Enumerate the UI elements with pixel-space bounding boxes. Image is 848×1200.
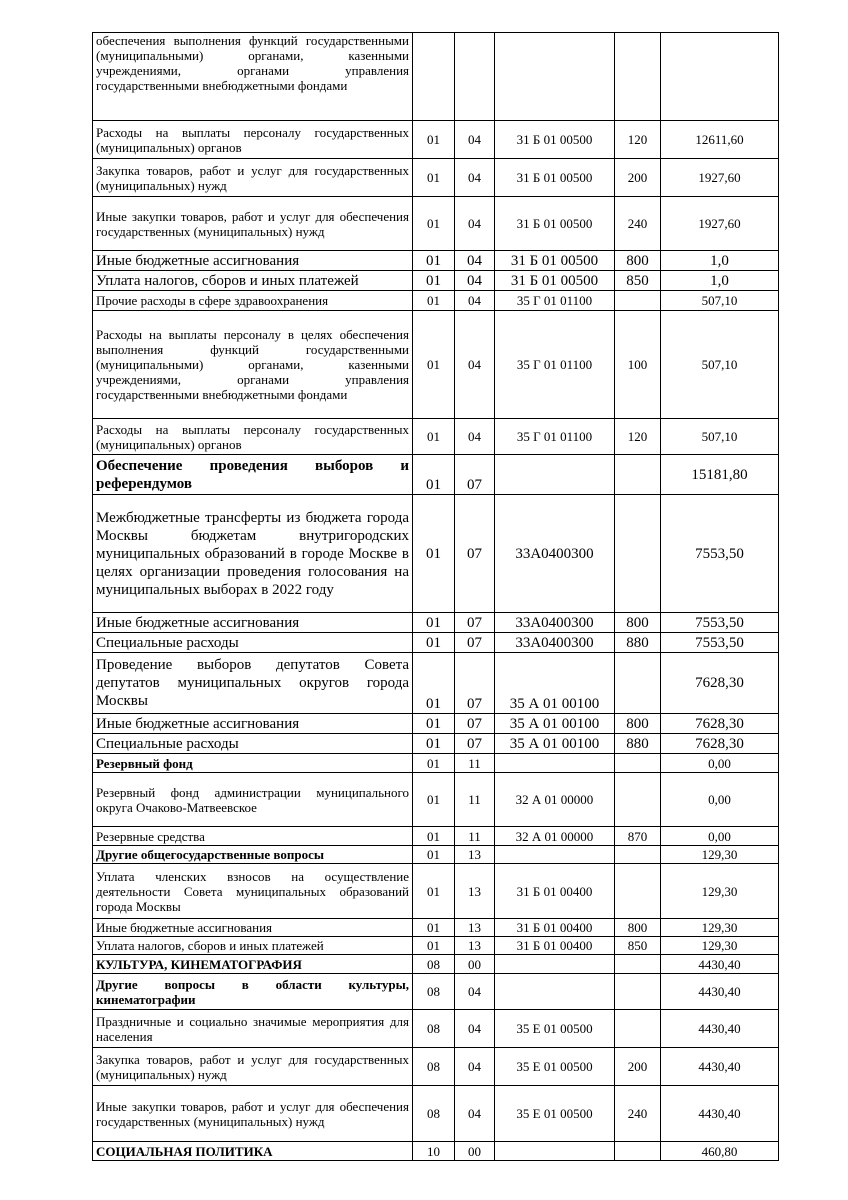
row-expense-type: 200 bbox=[615, 1048, 661, 1086]
row-subsection: 11 bbox=[455, 827, 495, 846]
row-section: 01 bbox=[413, 121, 455, 159]
row-name: Проведение выборов депутатов Совета депутатов муниципальных округов города Москвы bbox=[93, 653, 413, 714]
row-amount: 129,30 bbox=[661, 846, 779, 864]
row-section bbox=[413, 33, 455, 121]
table-row bbox=[93, 33, 779, 121]
row-name: Резервный фонд администрации муниципального округа Очаково-Матвеевское bbox=[93, 773, 413, 827]
row-section: 01 bbox=[413, 653, 455, 714]
row-subsection: 07 bbox=[455, 714, 495, 734]
row-expense-type: 880 bbox=[615, 734, 661, 754]
row-expense-type: 800 bbox=[615, 613, 661, 633]
table-row bbox=[93, 919, 779, 937]
table-row bbox=[93, 955, 779, 974]
row-name: Межбюджетные трансферты из бюджета города Москвы бюджетам внутригородских муниципальных образований в городе Москве в целях организации проведения голосования на муниципальных выборах в 2022 году bbox=[93, 495, 413, 613]
row-subsection: 13 bbox=[455, 864, 495, 919]
row-expense-type: 870 bbox=[615, 827, 661, 846]
row-amount: 460,80 bbox=[661, 1142, 779, 1161]
row-subsection: 13 bbox=[455, 846, 495, 864]
row-amount: 0,00 bbox=[661, 827, 779, 846]
row-name: обеспечения выполнения функций государственными (муниципальными) органами, казенными учреждениями, органами управления государственными внебюджетными фондами bbox=[93, 33, 413, 121]
row-target-article bbox=[495, 754, 615, 773]
row-subsection: 07 bbox=[455, 613, 495, 633]
row-amount: 4430,40 bbox=[661, 1086, 779, 1142]
row-target-article: 31 Б 01 00500 bbox=[495, 271, 615, 291]
table-row bbox=[93, 754, 779, 773]
row-expense-type bbox=[615, 495, 661, 613]
row-name: Прочие расходы в сфере здравоохранения bbox=[93, 291, 413, 311]
row-name: Иные бюджетные ассигнования bbox=[93, 919, 413, 937]
row-subsection: 13 bbox=[455, 937, 495, 955]
row-amount: 507,10 bbox=[661, 311, 779, 419]
row-amount: 7553,50 bbox=[661, 633, 779, 653]
row-name: Уплата налогов, сборов и иных платежей bbox=[93, 271, 413, 291]
row-amount: 7553,50 bbox=[661, 495, 779, 613]
row-expense-type: 800 bbox=[615, 919, 661, 937]
row-amount: 4430,40 bbox=[661, 974, 779, 1010]
row-expense-type: 200 bbox=[615, 159, 661, 197]
row-section: 01 bbox=[413, 827, 455, 846]
row-expense-type bbox=[615, 773, 661, 827]
row-subsection: 04 bbox=[455, 1010, 495, 1048]
row-expense-type bbox=[615, 846, 661, 864]
row-amount: 7628,30 bbox=[661, 714, 779, 734]
row-section: 08 bbox=[413, 974, 455, 1010]
row-target-article: 35 Е 01 00500 bbox=[495, 1010, 615, 1048]
row-target-article: 31 Б 01 00400 bbox=[495, 864, 615, 919]
row-subsection: 04 bbox=[455, 291, 495, 311]
row-amount: 0,00 bbox=[661, 754, 779, 773]
row-amount: 1,0 bbox=[661, 271, 779, 291]
row-section: 01 bbox=[413, 311, 455, 419]
table-row bbox=[93, 846, 779, 864]
row-target-article: 35 Г 01 01100 bbox=[495, 419, 615, 455]
row-amount: 1927,60 bbox=[661, 197, 779, 251]
table-row bbox=[93, 291, 779, 311]
row-amount: 4430,40 bbox=[661, 955, 779, 974]
row-section: 01 bbox=[413, 864, 455, 919]
table-row bbox=[93, 121, 779, 159]
row-subsection: 11 bbox=[455, 754, 495, 773]
row-name: Другие вопросы в области культуры, кинематографии bbox=[93, 974, 413, 1010]
row-amount: 7628,30 bbox=[661, 734, 779, 754]
row-target-article: 35 А 01 00100 bbox=[495, 653, 615, 714]
row-expense-type bbox=[615, 974, 661, 1010]
row-subsection: 04 bbox=[455, 197, 495, 251]
row-target-article: 31 Б 01 00400 bbox=[495, 919, 615, 937]
row-name: СОЦИАЛЬНАЯ ПОЛИТИКА bbox=[93, 1142, 413, 1161]
row-amount: 129,30 bbox=[661, 919, 779, 937]
row-section: 01 bbox=[413, 773, 455, 827]
row-target-article bbox=[495, 455, 615, 495]
table-row bbox=[93, 937, 779, 955]
table-row bbox=[93, 455, 779, 495]
table-row bbox=[93, 271, 779, 291]
row-target-article: 32 А 01 00000 bbox=[495, 827, 615, 846]
row-section: 01 bbox=[413, 251, 455, 271]
row-subsection: 04 bbox=[455, 251, 495, 271]
row-amount bbox=[661, 33, 779, 121]
row-section: 01 bbox=[413, 613, 455, 633]
row-target-article: 33А0400300 bbox=[495, 613, 615, 633]
row-section: 01 bbox=[413, 419, 455, 455]
row-section: 08 bbox=[413, 1048, 455, 1086]
row-subsection: 07 bbox=[455, 734, 495, 754]
row-section: 01 bbox=[413, 734, 455, 754]
row-name: Иные закупки товаров, работ и услуг для обеспечения государственных (муниципальных) нужд bbox=[93, 197, 413, 251]
row-name: Иные бюджетные ассигнования bbox=[93, 251, 413, 271]
row-expense-type: 880 bbox=[615, 633, 661, 653]
row-name: Резервные средства bbox=[93, 827, 413, 846]
row-section: 08 bbox=[413, 1010, 455, 1048]
row-expense-type: 800 bbox=[615, 251, 661, 271]
row-amount: 12611,60 bbox=[661, 121, 779, 159]
row-amount: 7553,50 bbox=[661, 613, 779, 633]
row-name: Закупка товаров, работ и услуг для государственных (муниципальных) нужд bbox=[93, 1048, 413, 1086]
row-expense-type bbox=[615, 754, 661, 773]
row-name: КУЛЬТУРА, КИНЕМАТОГРАФИЯ bbox=[93, 955, 413, 974]
row-target-article: 33А0400300 bbox=[495, 633, 615, 653]
table-row bbox=[93, 734, 779, 754]
row-section: 08 bbox=[413, 1086, 455, 1142]
row-amount: 4430,40 bbox=[661, 1010, 779, 1048]
table-row bbox=[93, 1142, 779, 1161]
row-name: Резервный фонд bbox=[93, 754, 413, 773]
row-target-article: 31 Б 01 00500 bbox=[495, 159, 615, 197]
row-section: 01 bbox=[413, 919, 455, 937]
row-section: 01 bbox=[413, 633, 455, 653]
row-target-article: 35 Г 01 01100 bbox=[495, 311, 615, 419]
row-name: Праздничные и социально значимые мероприятия для населения bbox=[93, 1010, 413, 1048]
row-amount: 129,30 bbox=[661, 864, 779, 919]
table-row bbox=[93, 159, 779, 197]
row-section: 01 bbox=[413, 271, 455, 291]
row-section: 01 bbox=[413, 495, 455, 613]
row-expense-type: 240 bbox=[615, 1086, 661, 1142]
table-row bbox=[93, 827, 779, 846]
row-name: Другие общегосударственные вопросы bbox=[93, 846, 413, 864]
row-subsection: 07 bbox=[455, 633, 495, 653]
row-amount: 7628,30 bbox=[661, 653, 779, 714]
row-subsection: 04 bbox=[455, 311, 495, 419]
table-row bbox=[93, 773, 779, 827]
row-section: 01 bbox=[413, 291, 455, 311]
row-subsection: 13 bbox=[455, 919, 495, 937]
row-subsection: 04 bbox=[455, 159, 495, 197]
table-row bbox=[93, 1086, 779, 1142]
budget-table bbox=[92, 32, 779, 1161]
row-name: Иные бюджетные ассигнования bbox=[93, 613, 413, 633]
row-target-article: 31 Б 01 00500 bbox=[495, 121, 615, 159]
row-target-article: 32 А 01 00000 bbox=[495, 773, 615, 827]
row-subsection: 00 bbox=[455, 955, 495, 974]
row-subsection: 07 bbox=[455, 653, 495, 714]
row-expense-type bbox=[615, 455, 661, 495]
row-section: 01 bbox=[413, 159, 455, 197]
row-name: Расходы на выплаты персоналу в целях обеспечения выполнения функций государственными (муниципальными) органами, казенными учреждениями, органами управления государственными внебюджетными фондами bbox=[93, 311, 413, 419]
row-name: Уплата налогов, сборов и иных платежей bbox=[93, 937, 413, 955]
row-expense-type bbox=[615, 955, 661, 974]
row-name: Иные бюджетные ассигнования bbox=[93, 714, 413, 734]
row-target-article bbox=[495, 33, 615, 121]
row-section: 01 bbox=[413, 197, 455, 251]
row-name: Специальные расходы bbox=[93, 633, 413, 653]
row-expense-type bbox=[615, 291, 661, 311]
table-row bbox=[93, 613, 779, 633]
table-row bbox=[93, 495, 779, 613]
row-amount: 129,30 bbox=[661, 937, 779, 955]
row-subsection bbox=[455, 33, 495, 121]
row-section: 01 bbox=[413, 937, 455, 955]
row-expense-type: 100 bbox=[615, 311, 661, 419]
row-target-article: 35 Г 01 01100 bbox=[495, 291, 615, 311]
row-expense-type bbox=[615, 653, 661, 714]
row-section: 01 bbox=[413, 455, 455, 495]
row-expense-type: 240 bbox=[615, 197, 661, 251]
row-target-article: 31 Б 01 00400 bbox=[495, 937, 615, 955]
row-amount: 1,0 bbox=[661, 251, 779, 271]
row-subsection: 00 bbox=[455, 1142, 495, 1161]
row-expense-type: 120 bbox=[615, 121, 661, 159]
table-row bbox=[93, 633, 779, 653]
row-name: Расходы на выплаты персоналу государственных (муниципальных) органов bbox=[93, 419, 413, 455]
table-row bbox=[93, 1010, 779, 1048]
table-row bbox=[93, 419, 779, 455]
row-target-article: 31 Б 01 00500 bbox=[495, 197, 615, 251]
row-target-article bbox=[495, 846, 615, 864]
row-section: 10 bbox=[413, 1142, 455, 1161]
row-subsection: 04 bbox=[455, 1086, 495, 1142]
row-amount: 4430,40 bbox=[661, 1048, 779, 1086]
row-expense-type bbox=[615, 1010, 661, 1048]
table-row bbox=[93, 714, 779, 734]
row-amount: 15181,80 bbox=[661, 455, 779, 495]
row-subsection: 04 bbox=[455, 974, 495, 1010]
row-target-article bbox=[495, 1142, 615, 1161]
row-amount: 507,10 bbox=[661, 419, 779, 455]
table-row bbox=[93, 197, 779, 251]
row-target-article: 35 Е 01 00500 bbox=[495, 1086, 615, 1142]
row-name: Уплата членских взносов на осуществление деятельности Совета муниципальных образований города Москвы bbox=[93, 864, 413, 919]
table-row bbox=[93, 864, 779, 919]
row-subsection: 04 bbox=[455, 1048, 495, 1086]
row-expense-type bbox=[615, 864, 661, 919]
row-target-article bbox=[495, 955, 615, 974]
row-expense-type: 850 bbox=[615, 937, 661, 955]
row-subsection: 07 bbox=[455, 495, 495, 613]
row-section: 01 bbox=[413, 714, 455, 734]
row-target-article bbox=[495, 974, 615, 1010]
row-name: Иные закупки товаров, работ и услуг для обеспечения государственных (муниципальных) нужд bbox=[93, 1086, 413, 1142]
table-row bbox=[93, 653, 779, 714]
row-section: 08 bbox=[413, 955, 455, 974]
row-amount: 1927,60 bbox=[661, 159, 779, 197]
row-expense-type: 850 bbox=[615, 271, 661, 291]
row-expense-type: 800 bbox=[615, 714, 661, 734]
row-amount: 507,10 bbox=[661, 291, 779, 311]
row-target-article: 35 А 01 00100 bbox=[495, 714, 615, 734]
row-target-article: 35 Е 01 00500 bbox=[495, 1048, 615, 1086]
row-expense-type: 120 bbox=[615, 419, 661, 455]
row-subsection: 04 bbox=[455, 121, 495, 159]
row-amount: 0,00 bbox=[661, 773, 779, 827]
row-subsection: 07 bbox=[455, 455, 495, 495]
table-row bbox=[93, 1048, 779, 1086]
row-name: Закупка товаров, работ и услуг для государственных (муниципальных) нужд bbox=[93, 159, 413, 197]
row-expense-type bbox=[615, 33, 661, 121]
row-name: Расходы на выплаты персоналу государственных (муниципальных) органов bbox=[93, 121, 413, 159]
row-section: 01 bbox=[413, 846, 455, 864]
table-row bbox=[93, 311, 779, 419]
row-subsection: 04 bbox=[455, 419, 495, 455]
row-target-article: 33А0400300 bbox=[495, 495, 615, 613]
row-section: 01 bbox=[413, 754, 455, 773]
row-subsection: 04 bbox=[455, 271, 495, 291]
table-row bbox=[93, 251, 779, 271]
row-expense-type bbox=[615, 1142, 661, 1161]
table-row bbox=[93, 974, 779, 1010]
row-name: Обеспечение проведения выборов и референдумов bbox=[93, 455, 413, 495]
row-target-article: 35 А 01 00100 bbox=[495, 734, 615, 754]
row-target-article: 31 Б 01 00500 bbox=[495, 251, 615, 271]
row-subsection: 11 bbox=[455, 773, 495, 827]
row-name: Специальные расходы bbox=[93, 734, 413, 754]
